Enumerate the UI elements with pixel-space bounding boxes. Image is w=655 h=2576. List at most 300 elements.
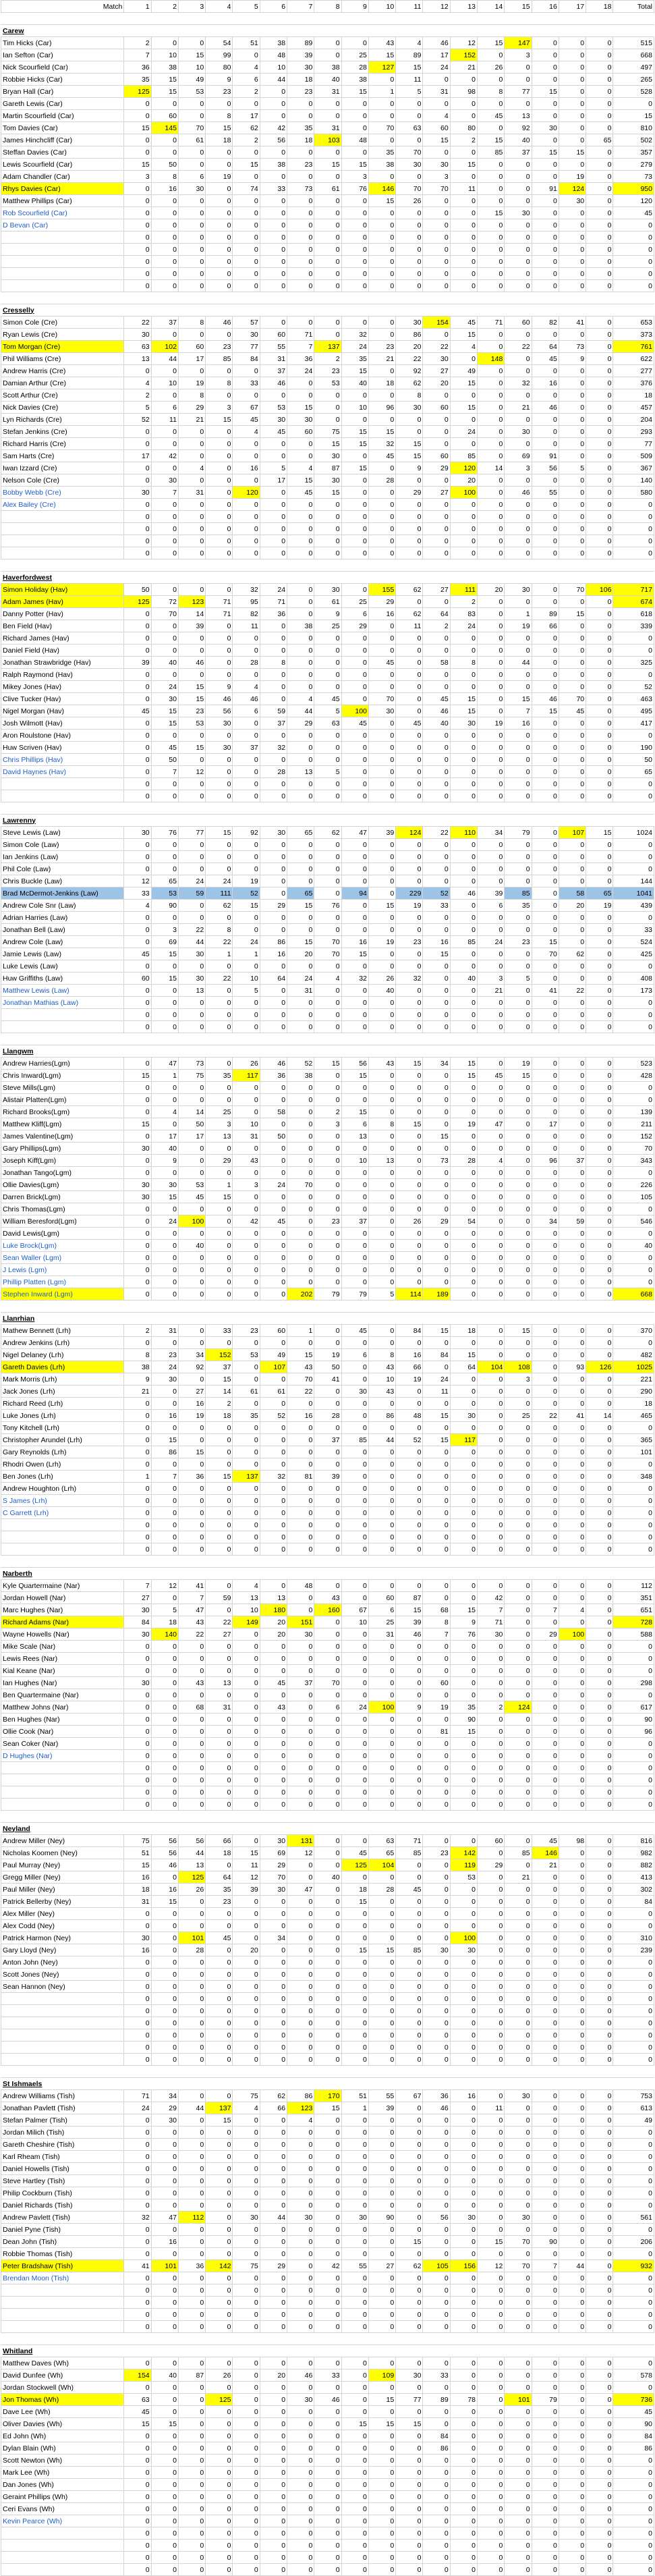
empty-cell — [505, 2333, 532, 2345]
empty-cell — [505, 1033, 532, 1045]
empty-score: 0 — [478, 2029, 505, 2041]
match-score: 1 — [368, 86, 395, 98]
empty-score: 0 — [505, 2029, 532, 2041]
match-score: 0 — [450, 1969, 477, 1981]
match-score: 15 — [368, 2418, 395, 2430]
match-score: 0 — [287, 2272, 314, 2284]
player-total: 463 — [613, 693, 654, 705]
match-score: 0 — [559, 2151, 586, 2163]
match-score: 15 — [532, 86, 559, 98]
empty-score: 0 — [505, 256, 532, 268]
match-score: 0 — [478, 1410, 505, 1422]
empty-player-row — [1, 1993, 654, 2005]
player-name: Luke Brock(Lgm) — [1, 1240, 124, 1252]
match-score: 0 — [341, 1495, 368, 1507]
match-score: 0 — [423, 2418, 450, 2430]
match-score: 0 — [314, 219, 341, 231]
empty-score: 0 — [559, 1519, 586, 1531]
match-score: 15 — [505, 693, 532, 705]
empty-score: 0 — [586, 778, 613, 790]
match-score: 0 — [532, 2369, 559, 2382]
match-score: 73 — [423, 1155, 450, 1167]
match-score: 146 — [532, 1847, 559, 1859]
match-score: 0 — [559, 2248, 586, 2260]
player-name: Damian Arthur (Cre) — [1, 377, 124, 389]
empty-cell — [206, 292, 233, 304]
empty-cell — [505, 1300, 532, 1313]
empty-score: 0 — [178, 231, 205, 244]
player-row — [1, 1082, 654, 1094]
match-score: 52 — [396, 1434, 423, 1446]
empty-score: 0 — [396, 268, 423, 280]
match-score: 0 — [124, 1276, 151, 1288]
match-score: 44 — [178, 1847, 205, 1859]
match-score: 0 — [559, 2163, 586, 2175]
match-score: 0 — [586, 1106, 613, 1118]
empty-score: 0 — [396, 231, 423, 244]
empty-score: 0 — [505, 244, 532, 256]
match-score: 0 — [423, 195, 450, 207]
match-score: 39 — [287, 49, 314, 61]
match-score: 0 — [505, 98, 532, 110]
empty-score: 0 — [233, 1774, 260, 1786]
match-score: 0 — [124, 1106, 151, 1118]
empty-cell — [260, 1313, 287, 1325]
match-score: 0 — [206, 438, 233, 450]
match-score: 0 — [586, 2467, 613, 2479]
empty-score: 0 — [206, 2005, 233, 2017]
player-total: 482 — [613, 1349, 654, 1361]
player-row — [1, 438, 654, 450]
match-score: 0 — [287, 1252, 314, 1264]
match-score: 87 — [178, 2369, 205, 2382]
match-score: 0 — [586, 997, 613, 1009]
player-total: 1024 — [613, 827, 654, 839]
player-name: Simon Cole (Cre) — [1, 317, 124, 329]
match-score: 0 — [532, 219, 559, 231]
empty-score: 0 — [423, 523, 450, 535]
match-score: 0 — [478, 1641, 505, 1653]
match-score: 0 — [124, 1264, 151, 1276]
match-score: 0 — [260, 2139, 287, 2151]
empty-cell — [341, 559, 368, 572]
empty-score: 0 — [423, 2540, 450, 2552]
match-score: 7 — [505, 705, 532, 717]
match-score: 151 — [287, 1616, 314, 1628]
match-score: 0 — [314, 657, 341, 669]
empty-score: 0 — [450, 2552, 477, 2564]
match-score: 0 — [124, 645, 151, 657]
match-score: 29 — [260, 2260, 287, 2272]
match-score: 0 — [314, 146, 341, 159]
match-score: 60 — [478, 1835, 505, 1847]
match-score: 0 — [423, 474, 450, 487]
match-score: 15 — [206, 2114, 233, 2127]
match-score: 0 — [532, 2418, 559, 2430]
empty-cell — [368, 1033, 395, 1045]
match-score: 11 — [396, 74, 423, 86]
empty-score: 0 — [341, 1799, 368, 1811]
match-score: 0 — [233, 2406, 260, 2418]
match-score: 0 — [206, 997, 233, 1009]
empty-score: 0 — [478, 2527, 505, 2540]
match-score: 189 — [423, 1288, 450, 1300]
match-score: 0 — [314, 1944, 341, 1956]
match-score: 0 — [233, 1288, 260, 1300]
player-total: 0 — [613, 2455, 654, 2467]
match-score: 0 — [478, 329, 505, 341]
match-score: 0 — [423, 1070, 450, 1082]
player-name: Alex Bailey (Cre) — [1, 499, 124, 511]
match-score: 0 — [178, 1228, 205, 1240]
empty-score: 0 — [151, 256, 178, 268]
empty-score: 0 — [341, 535, 368, 547]
match-score: 0 — [532, 1920, 559, 1932]
match-score: 0 — [396, 1726, 423, 1738]
match-score: 0 — [586, 2102, 613, 2114]
empty-score: 0 — [287, 2540, 314, 2552]
match-score: 29 — [260, 900, 287, 912]
match-score: 155 — [368, 584, 395, 596]
match-score: 0 — [206, 2199, 233, 2212]
match-score: 0 — [532, 474, 559, 487]
match-score: 0 — [423, 2175, 450, 2187]
match-score: 0 — [586, 2114, 613, 2127]
empty-score: 0 — [532, 244, 559, 256]
match-score: 0 — [586, 1118, 613, 1130]
match-score: 14 — [586, 1410, 613, 1422]
match-number: 13 — [450, 1, 477, 13]
player-row — [1, 2175, 654, 2187]
match-score: 0 — [206, 851, 233, 863]
player-total: 753 — [613, 2090, 654, 2102]
empty-score: 0 — [586, 2309, 613, 2321]
player-name: Ian Sefton (Car) — [1, 49, 124, 61]
match-score: 0 — [314, 645, 341, 657]
empty-player-row — [1, 2321, 654, 2333]
match-score: 23 — [396, 936, 423, 948]
match-score: 0 — [287, 2260, 314, 2272]
match-score: 0 — [124, 1337, 151, 1349]
player-name: Chris Buckle (Law) — [1, 875, 124, 887]
player-name: Philip Cockburn (Tish) — [1, 2187, 124, 2199]
match-score: 0 — [233, 1422, 260, 1434]
match-score: 0 — [478, 1714, 505, 1726]
match-score: 0 — [396, 1167, 423, 1179]
match-score: 0 — [559, 1592, 586, 1604]
match-score: 75 — [178, 1070, 205, 1082]
empty-score: 0 — [478, 2321, 505, 2333]
empty-score: 0 — [586, 1021, 613, 1033]
match-score: 0 — [559, 596, 586, 608]
empty-score: 0 — [396, 1786, 423, 1799]
match-score: 0 — [478, 1726, 505, 1738]
empty-score: 0 — [260, 2017, 287, 2029]
empty-score: 0 — [559, 1531, 586, 1543]
player-name: Andrew Williams (Tish) — [1, 2090, 124, 2102]
match-score: 0 — [124, 1750, 151, 1762]
player-total: 561 — [613, 2212, 654, 2224]
empty-score: 0 — [532, 2017, 559, 2029]
match-score: 84 — [233, 353, 260, 365]
empty-score: 0 — [450, 1786, 477, 1799]
empty-score: 0 — [124, 778, 151, 790]
match-score: 0 — [124, 1738, 151, 1750]
match-score: 0 — [233, 924, 260, 936]
match-score: 58 — [260, 1106, 287, 1118]
match-score: 15 — [450, 1058, 477, 1070]
empty-cell — [1, 547, 124, 559]
match-score: 45 — [260, 1215, 287, 1228]
player-name: Brendan Moon (Tish) — [1, 2272, 124, 2284]
match-score: 0 — [287, 2406, 314, 2418]
match-score: 0 — [396, 1689, 423, 1701]
empty-score: 0 — [478, 1762, 505, 1774]
match-score: 52 — [124, 414, 151, 426]
match-score: 0 — [341, 657, 368, 669]
empty-cell — [314, 1568, 341, 1580]
match-score: 21 — [368, 353, 395, 365]
player-name: Jonathan Bell (Law) — [1, 924, 124, 936]
match-number: 4 — [206, 1, 233, 13]
empty-score: 0 — [586, 1009, 613, 1021]
player-row — [1, 742, 654, 754]
match-score: 43 — [260, 1701, 287, 1714]
match-score: 0 — [532, 414, 559, 426]
match-score: 0 — [532, 2187, 559, 2199]
match-score: 0 — [396, 1665, 423, 1677]
match-score: 0 — [423, 1203, 450, 1215]
match-score: 0 — [478, 1738, 505, 1750]
empty-score: 0 — [586, 2029, 613, 2041]
match-score: 0 — [586, 1969, 613, 1981]
empty-score: 0 — [368, 2309, 395, 2321]
match-score: 0 — [206, 2503, 233, 2515]
match-score: 0 — [368, 2430, 395, 2442]
match-score: 0 — [423, 1228, 450, 1240]
empty-score: 0 — [260, 2029, 287, 2041]
match-score: 0 — [233, 98, 260, 110]
player-name: Scott Newton (Wh) — [1, 2455, 124, 2467]
match-score: 0 — [559, 1714, 586, 1726]
match-score: 53 — [178, 717, 205, 730]
match-score: 0 — [124, 2114, 151, 2127]
match-score: 0 — [505, 1859, 532, 1871]
match-score: 0 — [532, 1058, 559, 1070]
empty-score: 0 — [423, 268, 450, 280]
match-score: 0 — [478, 74, 505, 86]
empty-cell — [314, 1313, 341, 1325]
match-score: 0 — [287, 596, 314, 608]
match-score: 15 — [341, 948, 368, 960]
match-score: 0 — [586, 1179, 613, 1191]
empty-score: 0 — [478, 2054, 505, 2066]
empty-cell — [287, 1811, 314, 1823]
match-score: 0 — [151, 462, 178, 474]
empty-cell — [613, 2078, 654, 2090]
player-row — [1, 887, 654, 900]
match-score: 30 — [151, 693, 178, 705]
match-score: 0 — [586, 645, 613, 657]
empty-score: 0 — [532, 547, 559, 559]
match-score: 0 — [532, 1191, 559, 1203]
match-score: 0 — [396, 219, 423, 231]
empty-score: 0 — [532, 2041, 559, 2054]
empty-score: 0 — [613, 1009, 654, 1021]
match-score: 0 — [124, 2357, 151, 2369]
match-score: 0 — [423, 645, 450, 657]
player-row — [1, 1628, 654, 1641]
player-name: Gregg Miller (Ney) — [1, 1871, 124, 1884]
match-score: 40 — [178, 1240, 205, 1252]
empty-cell — [368, 1556, 395, 1568]
match-score: 0 — [206, 632, 233, 645]
match-score: 0 — [478, 474, 505, 487]
empty-score: 0 — [586, 1531, 613, 1543]
match-score: 0 — [532, 171, 559, 183]
match-score: 35 — [287, 122, 314, 134]
empty-score: 0 — [314, 2309, 341, 2321]
match-score: 0 — [151, 365, 178, 377]
match-score: 0 — [586, 1932, 613, 1944]
match-score: 30 — [505, 2090, 532, 2102]
match-score: 30 — [341, 2212, 368, 2224]
match-score: 50 — [260, 1130, 287, 1143]
empty-score: 0 — [233, 1021, 260, 1033]
match-score: 24 — [450, 620, 477, 632]
empty-score: 0 — [260, 2005, 287, 2017]
match-score: 0 — [124, 1689, 151, 1701]
match-score: 0 — [505, 1653, 532, 1665]
match-score: 0 — [532, 134, 559, 146]
match-score: 15 — [368, 900, 395, 912]
match-score: 0 — [450, 1580, 477, 1592]
match-score: 65 — [368, 1847, 395, 1859]
match-score: 0 — [559, 754, 586, 766]
empty-cell — [368, 1823, 395, 1835]
match-score: 24 — [151, 1361, 178, 1373]
empty-score: 0 — [233, 2527, 260, 2540]
match-score: 0 — [314, 1689, 341, 1701]
empty-score: 0 — [478, 256, 505, 268]
empty-cell — [260, 1811, 287, 1823]
player-total: 457 — [613, 402, 654, 414]
match-score: 39 — [233, 1884, 260, 1896]
empty-score: 0 — [124, 2041, 151, 2054]
match-score: 0 — [478, 1507, 505, 1519]
player-row — [1, 377, 654, 389]
match-score: 30 — [396, 2369, 423, 2382]
match-score: 24 — [478, 936, 505, 948]
match-score: 0 — [396, 1471, 423, 1483]
match-score: 0 — [396, 2102, 423, 2114]
match-score: 0 — [233, 2382, 260, 2394]
match-score: 0 — [478, 948, 505, 960]
match-score: 0 — [532, 1884, 559, 1896]
match-score: 0 — [532, 1228, 559, 1240]
empty-cell — [233, 2078, 260, 2090]
player-row — [1, 1434, 654, 1446]
match-score: 30 — [233, 329, 260, 341]
empty-player-row — [1, 2552, 654, 2564]
match-score: 33 — [206, 1325, 233, 1337]
player-total: 265 — [613, 74, 654, 86]
match-score: 0 — [586, 596, 613, 608]
match-score: 0 — [233, 1143, 260, 1155]
match-score: 0 — [260, 1920, 287, 1932]
match-score: 0 — [368, 912, 395, 924]
match-score: 0 — [396, 2430, 423, 2442]
empty-score: 0 — [450, 268, 477, 280]
match-score: 31 — [206, 1701, 233, 1714]
match-score: 0 — [287, 1714, 314, 1726]
empty-cell — [423, 2078, 450, 2090]
empty-score: 0 — [260, 2054, 287, 2066]
match-score: 0 — [586, 2224, 613, 2236]
empty-score: 0 — [450, 2309, 477, 2321]
match-score: 15 — [559, 146, 586, 159]
empty-score: 0 — [613, 2041, 654, 2054]
match-score: 0 — [450, 1956, 477, 1969]
player-name: Josh Wilmott (Hav) — [1, 717, 124, 730]
match-score: 0 — [314, 1920, 341, 1932]
player-name: D Hughes (Nar) — [1, 1750, 124, 1762]
empty-score: 0 — [314, 1993, 341, 2005]
match-score: 16 — [178, 1398, 205, 1410]
match-score: 0 — [287, 924, 314, 936]
match-score: 0 — [586, 1349, 613, 1361]
match-score: 0 — [233, 450, 260, 462]
match-score: 0 — [124, 2455, 151, 2467]
player-total: 343 — [613, 1155, 654, 1167]
match-score: 0 — [233, 1896, 260, 1908]
player-name: Martin Scourfield (Car) — [1, 110, 124, 122]
empty-cell — [613, 802, 654, 815]
match-score: 111 — [206, 887, 233, 900]
match-score: 0 — [559, 1288, 586, 1300]
match-score: 0 — [559, 1240, 586, 1252]
match-score: 71 — [206, 596, 233, 608]
match-score: 0 — [124, 2515, 151, 2527]
empty-score: 0 — [314, 2540, 341, 2552]
empty-score: 0 — [423, 2297, 450, 2309]
empty-score: 0 — [450, 1993, 477, 2005]
match-score: 0 — [396, 2491, 423, 2503]
empty-cell — [1, 1799, 124, 1811]
match-score: 46 — [505, 487, 532, 499]
match-score: 0 — [586, 972, 613, 985]
empty-cell — [206, 2333, 233, 2345]
match-score: 67 — [341, 1604, 368, 1616]
match-score: 0 — [206, 2151, 233, 2163]
match-score: 0 — [586, 1143, 613, 1155]
match-score: 0 — [287, 1458, 314, 1471]
player-row — [1, 900, 654, 912]
match-score: 0 — [206, 1264, 233, 1276]
empty-cell — [124, 1033, 151, 1045]
empty-score: 0 — [124, 2029, 151, 2041]
empty-score: 0 — [586, 2321, 613, 2333]
match-score: 0 — [586, 1507, 613, 1519]
match-score: 0 — [178, 912, 205, 924]
empty-score: 0 — [151, 2321, 178, 2333]
empty-cell — [613, 13, 654, 25]
match-score: 0 — [368, 414, 395, 426]
match-score: 0 — [586, 1908, 613, 1920]
empty-cell — [478, 2078, 505, 2090]
match-score: 38 — [260, 159, 287, 171]
player-row — [1, 474, 654, 487]
